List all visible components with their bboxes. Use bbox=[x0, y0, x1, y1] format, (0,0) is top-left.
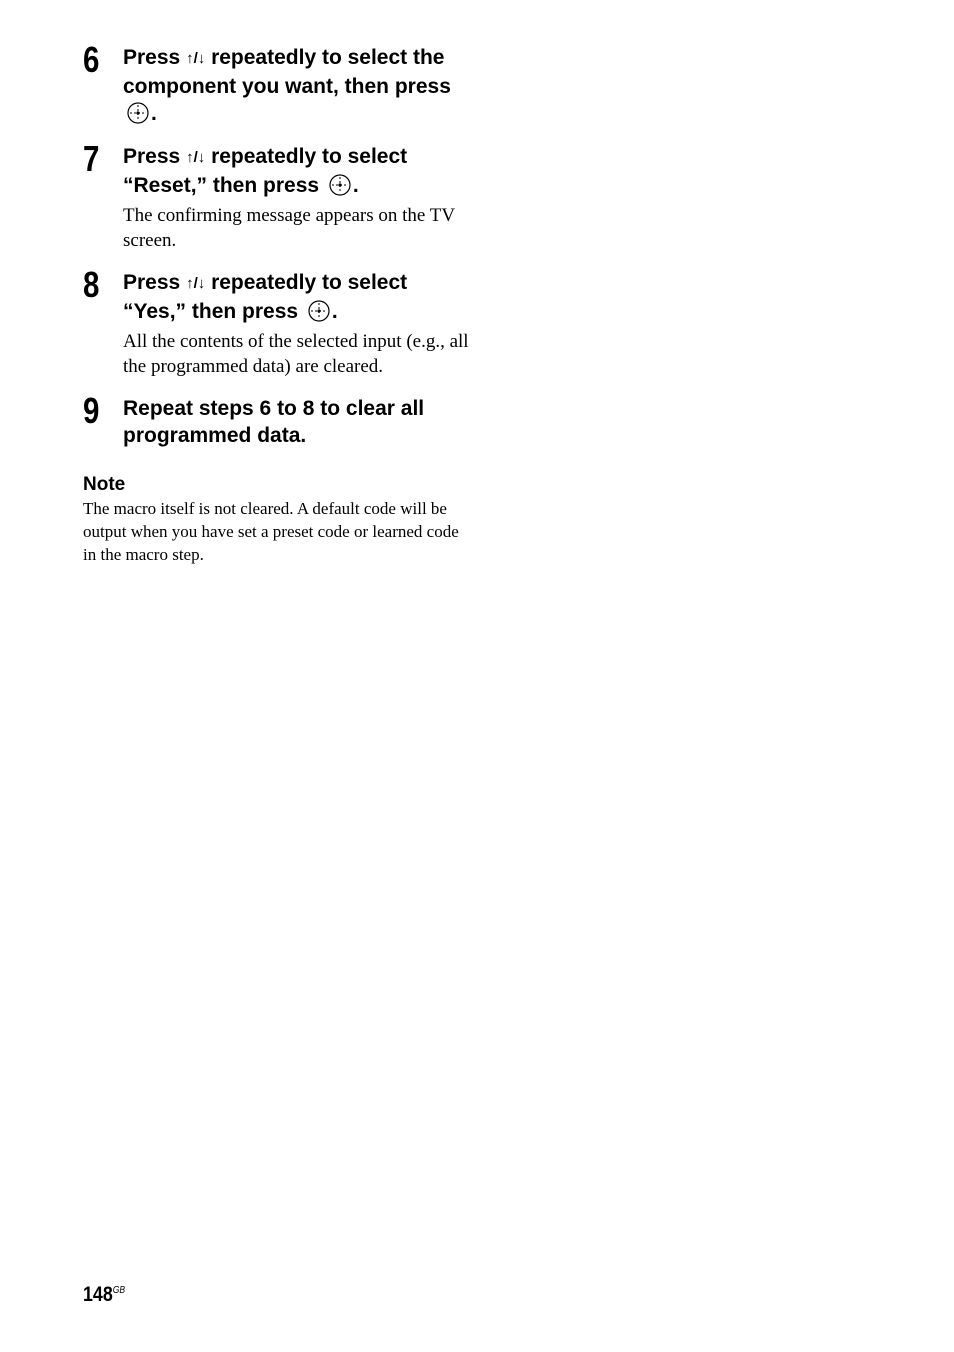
step-number: 7 bbox=[83, 138, 100, 179]
page-number bbox=[83, 1279, 125, 1307]
step-number: 9 bbox=[83, 390, 100, 431]
step-6 bbox=[83, 39, 473, 127]
step-title: Press ↑/↓ repeatedly to select “Yes,” then press . bbox=[123, 271, 408, 323]
step-title: Repeat steps 6 to 8 to clear all programmed data. bbox=[123, 397, 425, 447]
instruction-column bbox=[83, 36, 473, 566]
page-number-suffix: GB bbox=[112, 1285, 126, 1296]
note-section bbox=[83, 473, 473, 566]
step-8 bbox=[83, 264, 473, 379]
step-title: Press ↑/↓ repeatedly to select “Reset,” then press . bbox=[123, 145, 408, 197]
step-description: All the contents of the selected input (e.g., all the programmed data) are cleared. bbox=[123, 331, 469, 377]
up-down-arrows-icon: ↑/↓ bbox=[186, 275, 206, 292]
up-down-arrows-icon: ↑/↓ bbox=[186, 149, 206, 166]
enter-button-icon bbox=[127, 102, 149, 124]
step-description: The confirming message appears on the TV screen. bbox=[123, 205, 455, 251]
step-number: 6 bbox=[83, 39, 100, 80]
up-down-arrows-icon: ↑/↓ bbox=[186, 50, 206, 67]
step-number: 8 bbox=[83, 264, 100, 305]
page-number-value: 148 bbox=[83, 1283, 113, 1306]
note-heading: Note bbox=[83, 474, 126, 495]
step-9 bbox=[83, 390, 473, 449]
enter-button-icon bbox=[308, 300, 330, 322]
enter-button-icon bbox=[329, 174, 351, 196]
note-body: The macro itself is not cleared. A default code will be output when you have set a preset code or learned code in the macro step. bbox=[83, 499, 459, 564]
step-7 bbox=[83, 138, 473, 253]
step-title: Press ↑/↓ repeatedly to select the component you want, then press . bbox=[123, 46, 451, 125]
